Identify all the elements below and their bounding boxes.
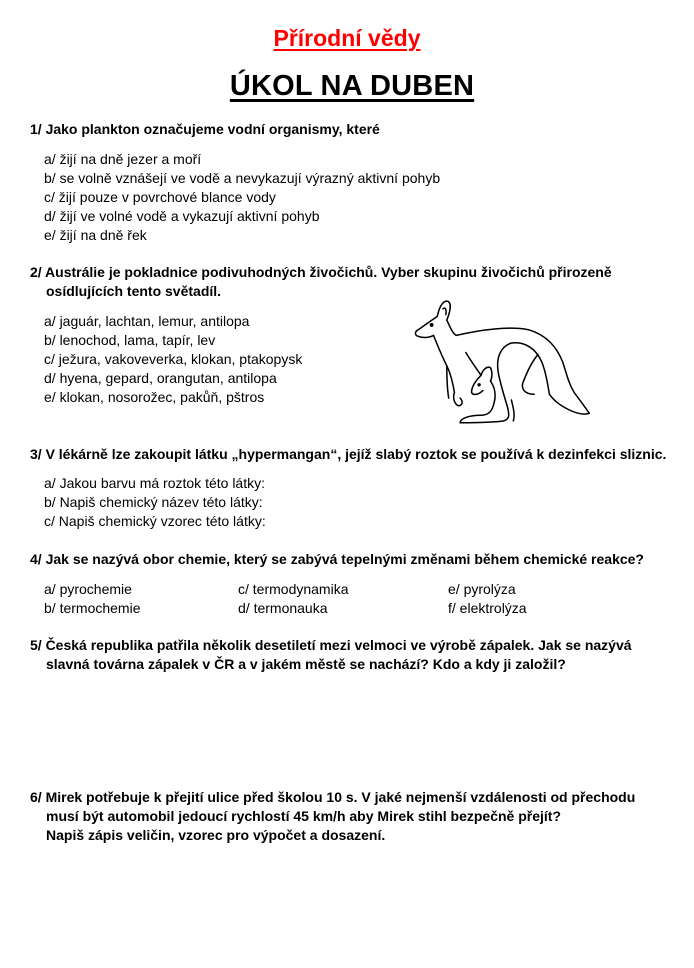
page-title: ÚKOL NA DUBEN [229,70,475,102]
option-4b: b/ termochemie [44,600,141,616]
option-1c: c/ žijí pouze v povrchové blance vody [44,189,276,205]
question-1-options [44,150,440,245]
option-3a: a/ Jakou barvu má roztok této látky: [44,475,265,491]
option-2c: c/ ježura, vakoveverka, klokan, ptakopysk [44,351,303,367]
option-3b: b/ Napiš chemický název této látky: [44,494,263,510]
option-4f: f/ elektrolýza [448,600,527,616]
question-5 [30,636,632,674]
question-1 [30,120,380,139]
question-2-options [44,312,302,407]
question-5-text-line2: slavná továrna zápalek v ČR a v jakém městě se nachází? Kdo a kdy ji založil? [46,656,566,672]
question-6-text-line1: 6/ Mirek potřebuje k přejití ulice před školou 10 s. V jaké nejmenší vzdálenosti od přechodu [30,789,636,805]
option-4c: c/ termodynamika [238,581,349,597]
question-3-text: 3/ V lékárně lze zakoupit látku „hypermangan“, jejíž slabý roztok se používá k dezinfekci sliznic. [30,446,667,462]
question-6-text-line3: Napiš zápis veličin, vzorec pro výpočet a dosazení. [46,827,386,843]
question-5-text-line1: 5/ Česká republika patřila několik desetiletí mezi velmoci ve výrobě zápalek. Jak se nazývá [30,637,632,653]
question-6-text-line2: musí být automobil jedoucí rychlostí 45 km/h aby Mirek stihl bezpečně přejít? [46,808,562,824]
kangaroo-illustration [405,292,595,432]
option-2b: b/ lenochod, lama, tapír, lev [44,332,216,348]
option-1b: b/ se volně vznášejí ve vodě a nevykazují výrazný aktivní pohyb [44,170,441,186]
question-6 [30,788,635,845]
question-2-text-line1: 2/ Austrálie je pokladnice podivuhodných živočichů. Vyber skupinu živočichů přirozeně [30,264,612,280]
option-1d: d/ žijí ve volné vodě a vykazují aktivní pohyb [44,208,320,224]
question-4-options [44,580,598,618]
question-3 [30,445,666,464]
option-2e: e/ klokan, nosorožec, pakůň, pštros [44,389,265,405]
option-2d: d/ hyena, gepard, orangutan, antilopa [44,370,277,386]
question-1-text: 1/ Jako plankton označujeme vodní organismy, které [30,121,380,137]
option-2a: a/ jaguár, lachtan, lemur, antilopa [44,313,250,329]
option-4d: d/ termonauka [238,600,328,616]
question-3-options [44,474,266,531]
question-4 [30,550,644,569]
question-2-text-line2: osídlujících tento světadíl. [46,283,222,299]
option-1e: e/ žijí na dně řek [44,227,147,243]
question-4-text: 4/ Jak se nazývá obor chemie, který se zabývá tepelnými změnami během chemické reakce? [30,551,644,567]
option-4e: e/ pyrolýza [448,581,516,597]
option-1a: a/ žijí na dně jezer a moří [44,151,202,167]
option-3c: c/ Napiš chemický vzorec této látky: [44,513,266,529]
option-4a: a/ pyrochemie [44,581,132,597]
subject-heading: Přírodní vědy [273,25,421,51]
